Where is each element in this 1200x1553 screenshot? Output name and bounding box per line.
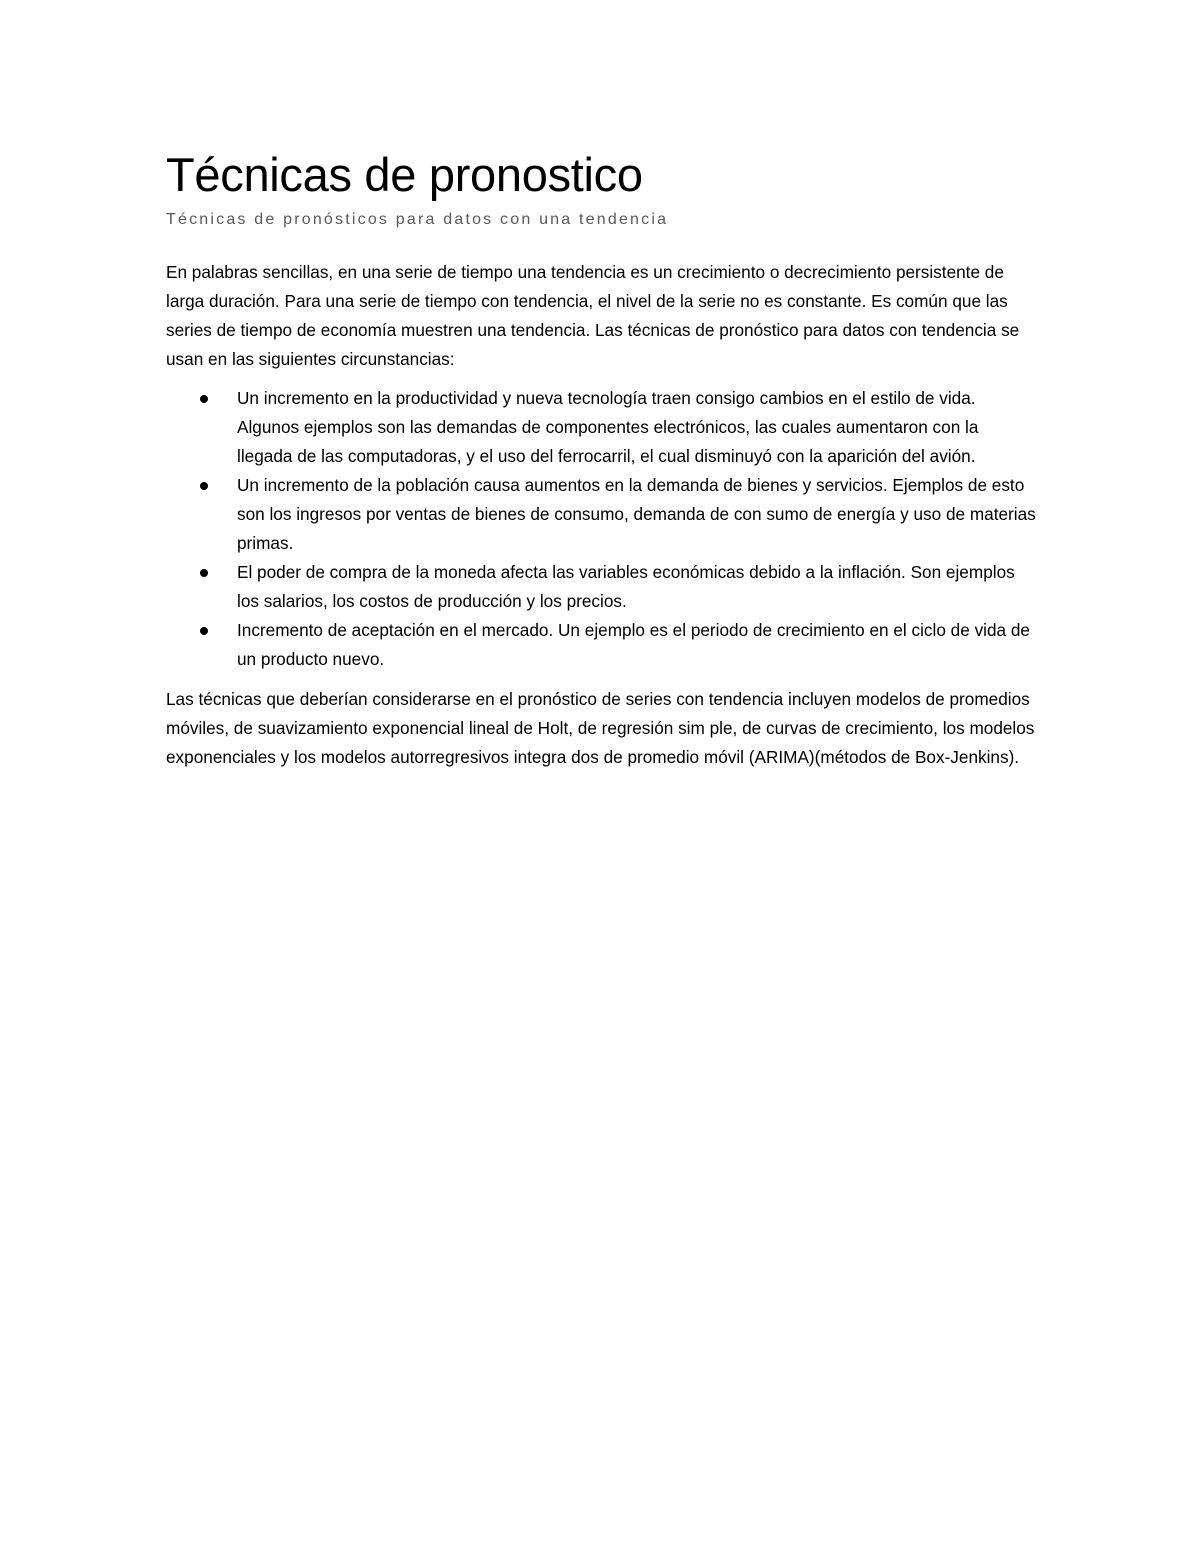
- bullet-item-2: [166, 471, 1036, 558]
- bullet-item-3: [166, 558, 1036, 616]
- bullet-dot-icon: [200, 627, 208, 635]
- document-body: [166, 146, 1036, 772]
- intro-paragraph: En palabras sencillas, en una serie de tiempo una tendencia es un crecimiento o decrecimiento persistente de larga duración. Para una serie de tiempo con tendencia, el nivel de la serie no es constante. Es común que las series de tiempo de economía muestren una tendencia. Las técnicas de pronóstico para datos con tendencia se usan en las siguientes circunstancias:: [166, 262, 1020, 369]
- closing-paragraph: Las técnicas que deberían considerarse en el pronóstico de series con tendencia incluyen modelos de promedios móviles, de suavizamiento exponencial lineal de Holt, de regresión sim ple, de curvas de crecimiento, los modelos exponenciales y los modelos autorregresivos integra dos de promedio móvil (ARIMA)(métodos de Box-Jenkins).: [166, 689, 1035, 767]
- bullet-text-3: El poder de compra de la moneda afecta las variables económicas debido a la inflación. Son ejemplos los salarios, los costos de producción y los precios.: [237, 562, 1015, 611]
- bullet-dot-icon: [200, 569, 208, 577]
- bullet-list: [166, 384, 1036, 674]
- bullet-dot-icon: [200, 395, 208, 403]
- document-title: Técnicas de pronostico: [166, 148, 643, 201]
- bullet-text-1: Un incremento en la productividad y nueva tecnología traen consigo cambios en el estilo de vida. Algunos ejemplos son las demandas de componentes electrónicos, las cuales aumentaron con la llegada de las computadoras, y el uso del ferrocarril, el cual disminuyó con la aparición del avión.: [237, 388, 979, 466]
- bullet-text-4: Incremento de aceptación en el mercado. Un ejemplo es el periodo de crecimiento en el ciclo de vida de un producto nuevo.: [237, 620, 1030, 669]
- bullet-item-4: [166, 616, 1036, 674]
- bullet-text-2: Un incremento de la población causa aumentos en la demanda de bienes y servicios. Ejemplos de esto son los ingresos por ventas de bienes de consumo, demanda de con sumo de energía y uso de materias primas.: [237, 475, 1036, 553]
- bullet-dot-icon: [200, 482, 208, 490]
- document-subtitle: Técnicas de pronósticos para datos con una tendencia: [166, 211, 669, 228]
- bullet-item-1: [166, 384, 1036, 471]
